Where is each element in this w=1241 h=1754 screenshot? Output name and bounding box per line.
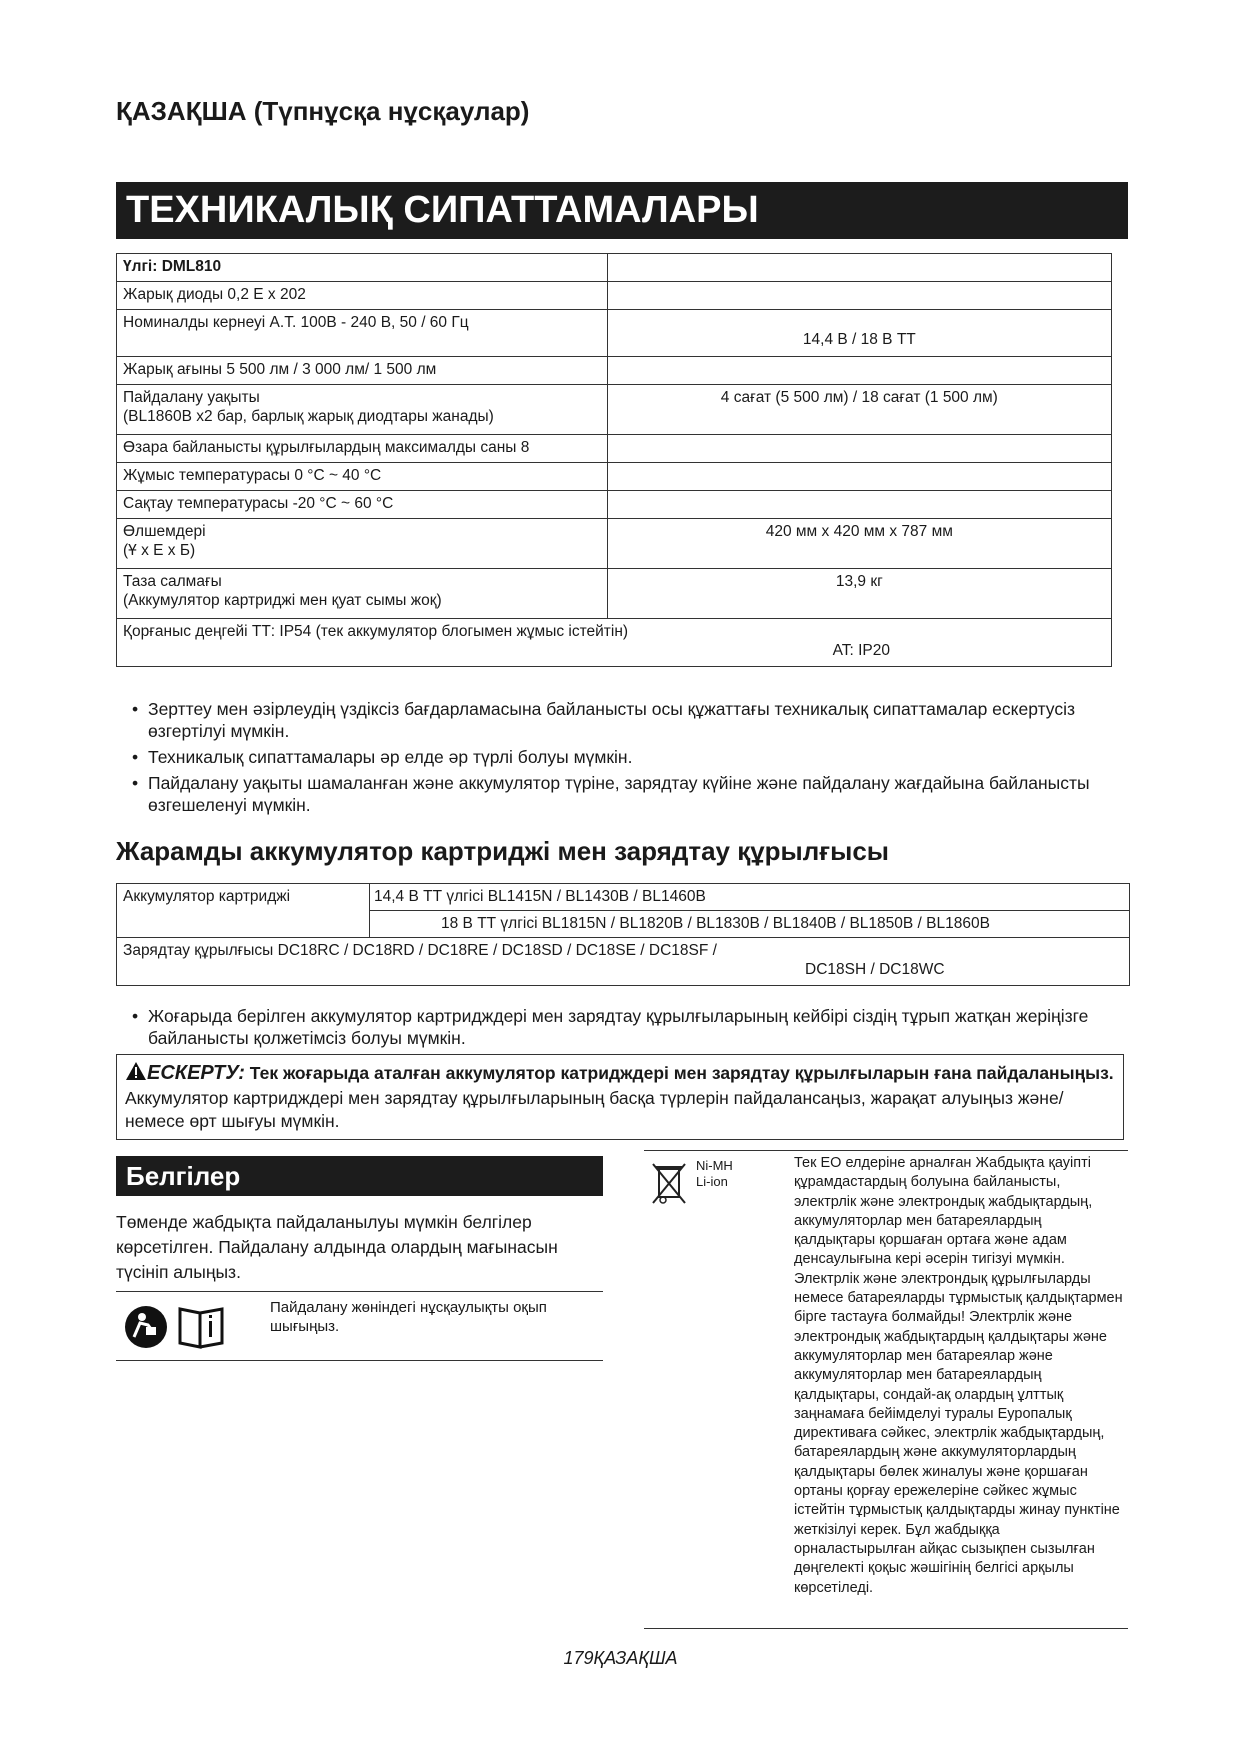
- cartridge-label: Аккумулятор картриджі: [117, 884, 370, 911]
- spec-label-line2: (Аккумулятор картриджі мен қуат сымы жоқ): [123, 592, 442, 609]
- symbols-intro: Төменде жабдықта пайдаланылуы мүмкін белгілер көрсетілген. Пайдалану алдында олардың мағынасын түсініп алыңыз.: [116, 1212, 558, 1282]
- note-item: • Техникалық сипаттамалары әр елде әр түрлі болуы мүмкін.: [116, 746, 1116, 768]
- battery-heading: Жарамды аккумулятор картриджі мен зарядтау құрылғысы: [116, 836, 889, 866]
- spec-label-multiline: [117, 385, 608, 435]
- spec-value: 420 мм x 420 мм x 787 мм: [607, 519, 1111, 569]
- warning-text: Аккумулятор картридждері мен зарядтау құрылғыларының басқа түрлерін пайдалансаңыз, жарақат алуыңыз және/немесе өрт шығуы мүмкін.: [125, 1088, 1064, 1131]
- spec-label: Өзара байланысты құрылғылардың максималды саны 8: [117, 435, 608, 463]
- spec-label-line2: (Ұ x Е x Б): [123, 542, 196, 559]
- spec-label-multiline: [117, 569, 608, 619]
- warning-bold-text: Тек жоғарыда аталған аккумулятор катридждері мен зарядтау құрылғыларын ғана пайдаланыңыз.: [244, 1063, 1114, 1083]
- warning-triangle-icon: [125, 1061, 147, 1087]
- read-manual-icon: [124, 1303, 228, 1356]
- note-item: • Пайдалану уақыты шамаланған және аккумулятор түріне, зарядтау күйіне және пайдалану жағдайына байланысты өзгешеленуі мүмкін.: [116, 772, 1116, 816]
- symbols-banner: Белгілер: [116, 1156, 603, 1196]
- spec-value: AT: IP20: [832, 642, 890, 659]
- specifications-table: [116, 253, 1112, 667]
- battery-notes: [116, 1005, 1116, 1053]
- spec-label-line2: (BL1860B x2 бар, барлық жарық диодтары жанады): [123, 408, 494, 425]
- spec-label: Қорғаныс деңгейі ТТ: IP54 (тек аккумулятор блогымен жұмыс істейтін): [123, 623, 629, 640]
- spec-label: Жарық диоды 0,2 Е x 202: [117, 282, 608, 310]
- spec-label: Жарық ағыны 5 500 лм / 3 000 лм/ 1 500 лм: [117, 357, 608, 385]
- charger-line1: Зарядтау құрылғысы DC18RC / DC18RD / DC18RE / DC18SD / DC18SE / DC18SF /: [123, 942, 717, 959]
- spec-notes: [116, 698, 1116, 820]
- protection-row: [117, 619, 1112, 667]
- warning-label: ЕСКЕРТУ:: [147, 1062, 245, 1084]
- language-title: ҚАЗАҚША (Түпнұсқа нұсқаулар): [116, 96, 530, 126]
- liion-label: Li-ion: [696, 1174, 728, 1189]
- divider: [644, 1628, 1128, 1629]
- warning-box: [116, 1054, 1124, 1140]
- crossed-bin-icon: [650, 1161, 688, 1210]
- page-footer: 179ҚАЗАҚША: [563, 1648, 678, 1668]
- spec-label: Сақтау температурасы -20 °C ~ 60 °C: [117, 491, 608, 519]
- battery-type-labels: [696, 1158, 733, 1190]
- divider: [116, 1291, 603, 1292]
- note-item: • Зерттеу мен әзірлеудің үздіксіз бағдарламасына байланысты осы құжаттағы техникалық сипаттамалар ескертусіз өзгертілуі мүмкін.: [116, 698, 1116, 742]
- spec-value: 13,9 кг: [607, 569, 1111, 619]
- cartridge-18v: 18 В ТТ үлгісі BL1815N / BL1820B / BL1830B / BL1840B / BL1850B / BL1860B: [370, 911, 1130, 938]
- manual-symbol-text: Пайдалану жөніндегі нұсқаулықты оқып шығыңыз.: [270, 1299, 547, 1335]
- spec-label-line1: Өлшемдері: [123, 523, 206, 540]
- divider: [116, 1360, 603, 1361]
- note-item: • Жоғарыда берілген аккумулятор картридждері мен зарядтау құрылғыларының кейбірі сіздің тұрып жатқан жеріңізге байланысты қолжетімсіз болуы мүмкін.: [116, 1005, 1116, 1049]
- battery-table: [116, 883, 1130, 986]
- divider: [644, 1150, 1128, 1151]
- spec-label: Жұмыс температурасы 0 °C ~ 40 °C: [117, 463, 608, 491]
- charger-line2: DC18SH / DC18WC: [805, 961, 945, 978]
- weee-symbol-text: Тек ЕО елдеріне арналған Жабдықта қауіпті құрамдастардың болуына байланысты, электрлік және электрондық жабдықтардың, аккумуляторлар мен батареялардың қалдықтары қоршаған ортаға және адам денсаулығына кері әсерін тигізуі мүмкін. Электрлік және электрондық құрылғыларды немесе батареяларды тұрмыстық қалдықтармен бірге тастауға болмайды! Электрлік және электрондық жабдықтардың қалдықтары және аккумуляторлар мен батареялар және аккумуляторлар мен батареялардың қалдықтары, сондай-ақ олардың ұлттық заңнамаға бейімделуі туралы Еуропалық директиваға сәйкес, электрлік жабдықтардың, батареялардың және аккумуляторлардың қалдықтары бөлек жиналуы және қоршаған ортаны қорғау ережелеріне сәйкес жұмыс істейтін тұрмыстық қалдықтарды жинау пунктіне жеткізілуі керек. Бұл жабдыққа орналастырылған айқас сызықпен сызылған дөңгелекті қоқыс жәшігінің белгісі арқылы көрсетіледі.: [794, 1155, 1123, 1596]
- spec-label: Номиналды кернеуі А.Т. 100В - 240 В, 50 / 60 Гц: [117, 310, 608, 357]
- spec-value: 14,4 В / 18 В ТТ: [607, 310, 1111, 357]
- spec-label-line1: Таза салмағы: [123, 573, 222, 590]
- spec-value: 4 сағат (5 500 лм) / 18 сағат (1 500 лм): [607, 385, 1111, 435]
- spec-label-multiline: [117, 519, 608, 569]
- model-label: Үлгі: DML810: [117, 254, 608, 282]
- nimh-label: Ni-MH: [696, 1158, 733, 1173]
- charger-row: [117, 938, 1130, 986]
- specifications-banner: ТЕХНИКАЛЫҚ СИПАТТАМАЛАРЫ: [116, 182, 1128, 239]
- cartridge-14v: 14,4 В ТТ үлгісі BL1415N / BL1430B / BL1460B: [370, 884, 1130, 911]
- spec-label-line1: Пайдалану уақыты: [123, 389, 260, 406]
